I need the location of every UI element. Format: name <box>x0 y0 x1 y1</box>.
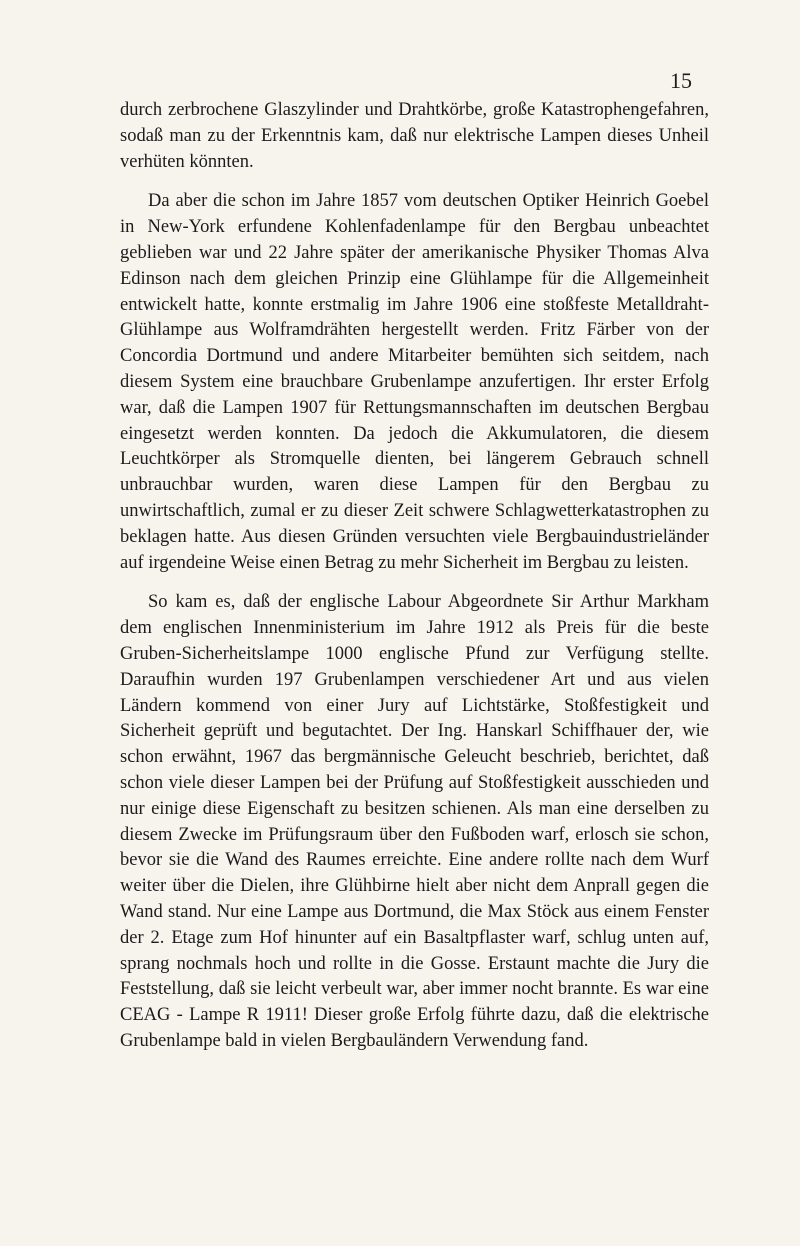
body-text <box>120 98 709 1055</box>
page-number: 15 <box>670 68 692 93</box>
paragraph-electric-lamp-history: Da aber die schon im Jahre 1857 vom deutschen Optiker Heinrich Goebel in New-York erfundene Kohlenfadenlampe für den Bergbau unbeachtet geblieben war und 22 Jahre später der amerikanische Physiker Thomas Alva Edinson nach dem gleichen Prinzip eine Glühlampe für die Allgemeinheit entwickelt hatte, konnte erstmalig im Jahre 1906 eine stoßfeste Metalldraht-Glühlampe aus Wolframdrähten hergestellt werden. Fritz Färber von der Concordia Dortmund und andere Mitarbeiter bemühten sich seitdem, nach diesem System eine brauchbare Grubenlampe anzufertigen. Ihr erster Erfolg war, daß die Lampen 1907 für Rettungsmannschaften im deutschen Bergbau eingesetzt werden konnten. Da jedoch die Akkumulatoren, die diesem Leuchtkörper als Stromquelle dienten, bei längerem Gebrauch schnell unbrauchbar wurden, waren diese Lampen für den Bergbau zu unwirtschaftlich, zumal er zu dieser Zeit schwere Schlagwetterkatastrophen zu beklagen hatte. Aus diesen Gründen versuchten viele Bergbauindustrieländer auf irgendeine Weise einen Betrag zu mehr Sicherheit im Bergbau zu leisten. <box>120 191 709 573</box>
paragraph-safety-lamp-prize: So kam es, daß der englische Labour Abgeordnete Sir Arthur Markham dem englischen Innenministerium im Jahre 1912 als Preis für die beste Gruben-Sicherheitslampe 1000 englische Pfund zur Verfügung stellte. Daraufhin wurden 197 Grubenlampen verschiedener Art und aus vielen Ländern kommend von einer Jury auf Lichtstärke, Stoßfestigkeit und Sicherheit geprüft und begutachtet. Der Ing. Hanskarl Schiffhauer der, wie schon erwähnt, 1967 das bergmännische Geleucht beschrieb, berichtet, daß schon viele dieser Lampen bei der Prüfung auf Stoßfestigkeit ausschieden und nur einige diese Eigenschaft zu besitzen schienen. Als man eine derselben zu diesem Zwecke im Prüfungsraum über den Fußboden warf, erlosch sie schon, bevor sie die Wand des Raumes erreichte. Eine andere rollte nach dem Wurf weiter über die Dielen, ihre Glühbirne hielt aber nicht dem Anprall gegen die Wand stand. Nur eine Lampe aus Dortmund, die Max Stöck aus einem Fenster der 2. Etage zum Hof hinunter auf ein Basaltpflaster warf, schlug unten auf, sprang nochmals hoch und rollte in die Gosse. Erstaunt machte die Jury die Feststellung, daß sie leicht verbeult war, aber immer nocht brannte. Es war eine CEAG - Lampe R 1911! Dieser große Erfolg führte dazu, daß die elektrische Grubenlampe bald in vielen Bergbauländern Verwendung fand. <box>120 592 709 1051</box>
paragraph-continuation: durch zerbrochene Glaszylinder und Drahtkörbe, große Katastrophengefahren, sodaß man zu der Erkenntnis kam, daß nur elektrische Lampen dieses Unheil verhüten könnten. <box>120 100 709 172</box>
